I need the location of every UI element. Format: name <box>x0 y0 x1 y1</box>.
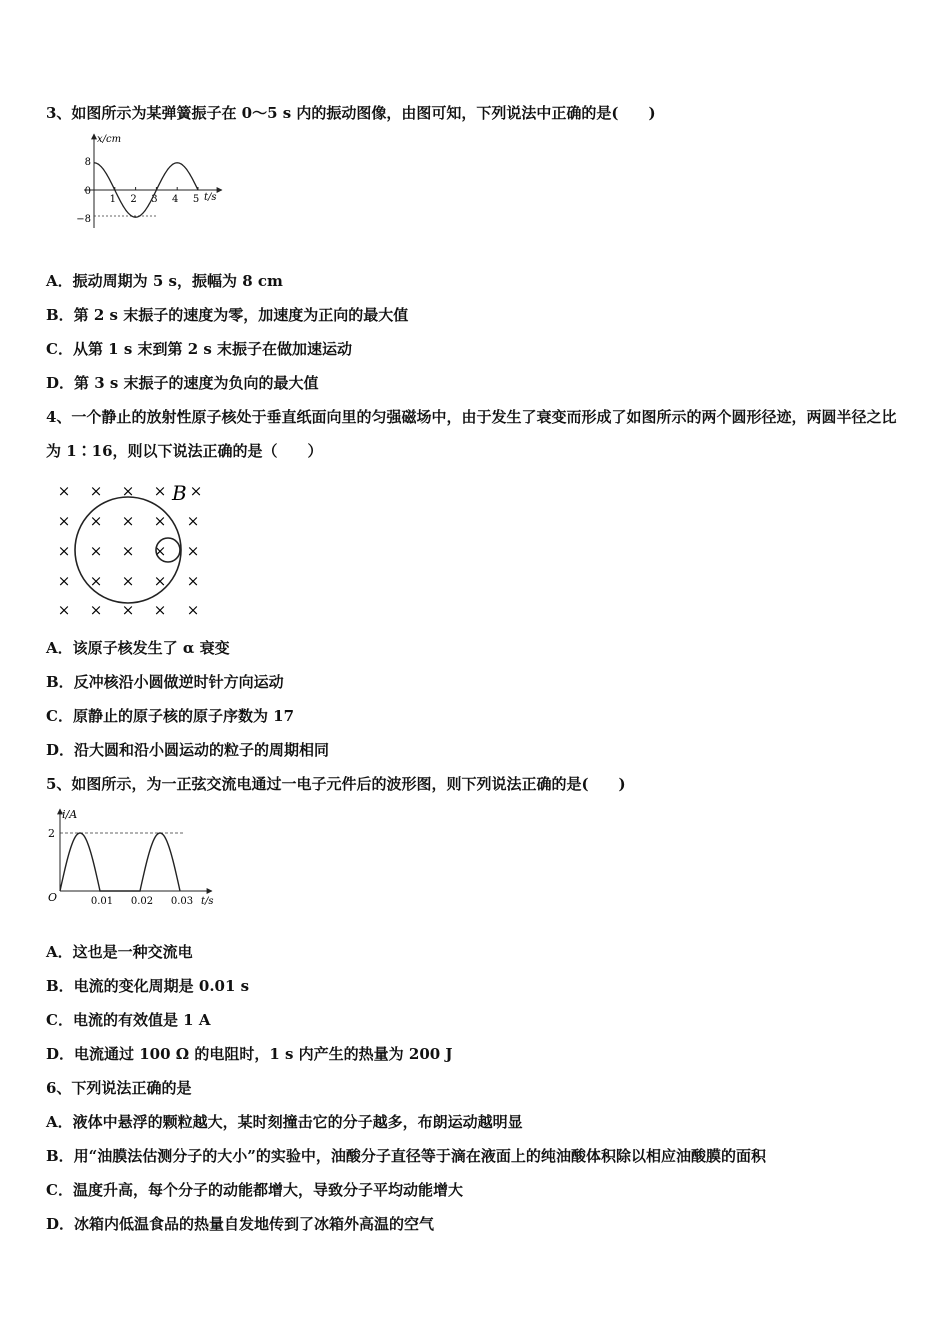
q4-option-c: C．原静止的原子核的原子序数为 17 <box>46 707 295 725</box>
q3-x-tick-label: 5 <box>192 194 200 205</box>
q4-field-cross: × <box>121 482 135 500</box>
q5-option-c: C．电流的有效值是 1 A <box>46 1011 211 1029</box>
q4-stem: 4、一个静止的放射性原子核处于垂直纸面向里的匀强磁场中，由于发生了衰变而形成了如图所示的两个圆形径迹，两圆半径之比为 1∶16，则以下说法正确的是（ ） <box>46 408 897 460</box>
q3-option-a: A．振动周期为 5 s，振幅为 8 cm <box>46 272 283 290</box>
q4-field-cross: × <box>186 542 200 560</box>
q3-y-axis-label: x/cm <box>97 134 122 145</box>
q3-x-tick-label: 1 <box>109 194 116 205</box>
q4-field-cross: × <box>153 512 167 530</box>
q3-x-axis-label: t/s <box>204 192 217 203</box>
q4-field-cross: × <box>186 572 200 590</box>
q4-field-cross: × <box>153 572 167 590</box>
q4-field-cross: × <box>57 572 71 590</box>
q6-stem: 6、下列说法正确的是 <box>46 1079 192 1097</box>
q3-y-tick-neg8: −8 <box>76 214 91 225</box>
q4-field-cross: × <box>121 542 135 560</box>
q4-field-cross: × <box>57 542 71 560</box>
q6-option-c: C．温度升高，每个分子的动能都增大，导致分子平均动能增大 <box>46 1181 463 1199</box>
q4-field-cross: × <box>189 482 203 500</box>
q4-option-d: D．沿大圆和沿小圆运动的粒子的周期相同 <box>46 741 330 759</box>
q4-field-cross: × <box>153 542 167 560</box>
q3-y-tick-0: 0 <box>84 186 91 197</box>
q3-stem: 3、如图所示为某弹簧振子在 0～5 s 内的振动图像，由图可知，下列说法中正确的是( ) <box>46 104 656 122</box>
q4-field-cross: × <box>121 601 135 619</box>
q4-field-cross: × <box>153 482 167 500</box>
q4-field-cross: × <box>153 601 167 619</box>
q5-y-tick-2: 2 <box>48 827 55 840</box>
q3-y-tick-8: 8 <box>84 157 91 168</box>
q3-option-c: C．从第 1 s 末到第 2 s 末振子在做加速运动 <box>46 340 353 358</box>
q4-option-b: B．反冲核沿小圆做逆时针方向运动 <box>46 673 284 691</box>
q6-option-b: B．用“油膜法估测分子的大小”的实验中，油酸分子直径等于滴在液面上的纯油酸体积除以相应油酸膜的面积 <box>46 1147 766 1165</box>
q5-origin-label: O <box>48 891 58 904</box>
q5-option-b: B．电流的变化周期是 0.01 s <box>46 977 250 995</box>
q3-x-tick-label: 3 <box>151 194 158 205</box>
q4-field-cross: × <box>121 572 135 590</box>
q3-vibration-graph <box>72 130 232 239</box>
q3-option-d: D．第 3 s 末振子的速度为负向的最大值 <box>46 374 319 392</box>
q5-x-axis-label: t/s <box>201 896 214 907</box>
q4-field-cross: × <box>89 542 103 560</box>
q4-field-cross: × <box>89 512 103 530</box>
q4-field-cross: × <box>57 601 71 619</box>
q5-stem: 5、如图所示，为一正弦交流电通过一电子元件后的波形图，则下列说法正确的是( ) <box>46 775 626 793</box>
q5-x-tick-label: 0.03 <box>170 896 194 907</box>
q4-field-cross: × <box>89 482 103 500</box>
q3-x-tick-label: 2 <box>130 194 137 205</box>
q6-option-a: A．液体中悬浮的颗粒越大，某时刻撞击它的分子越多，布朗运动越明显 <box>46 1113 523 1131</box>
q4-magnetic-field-diagram <box>50 478 210 627</box>
q4-field-cross: × <box>89 572 103 590</box>
q4-field-cross: × <box>57 512 71 530</box>
q5-option-d: D．电流通过 100 Ω 的电阻时，1 s 内产生的热量为 200 J <box>46 1045 453 1063</box>
q4-field-label: B <box>172 481 187 505</box>
q5-current-waveform <box>60 833 180 891</box>
q4-field-cross: × <box>57 482 71 500</box>
q3-option-b: B．第 2 s 末振子的速度为零，加速度为正向的最大值 <box>46 306 409 324</box>
q5-waveform-graph <box>44 805 224 917</box>
q5-x-tick-label: 0.01 <box>90 896 114 907</box>
q5-y-axis-label: i/A <box>62 808 78 821</box>
q3-x-tick-label: 4 <box>172 194 179 205</box>
q4-field-cross: × <box>186 512 200 530</box>
q5-option-a: A．这也是一种交流电 <box>46 943 193 961</box>
q5-x-tick-label: 0.02 <box>130 896 154 907</box>
q4-field-cross: × <box>121 512 135 530</box>
q4-field-cross: × <box>89 601 103 619</box>
q6-option-d: D．冰箱内低温食品的热量自发地传到了冰箱外高温的空气 <box>46 1215 435 1233</box>
q4-field-cross: × <box>186 601 200 619</box>
q4-option-a: A．该原子核发生了 α 衰变 <box>46 639 230 657</box>
